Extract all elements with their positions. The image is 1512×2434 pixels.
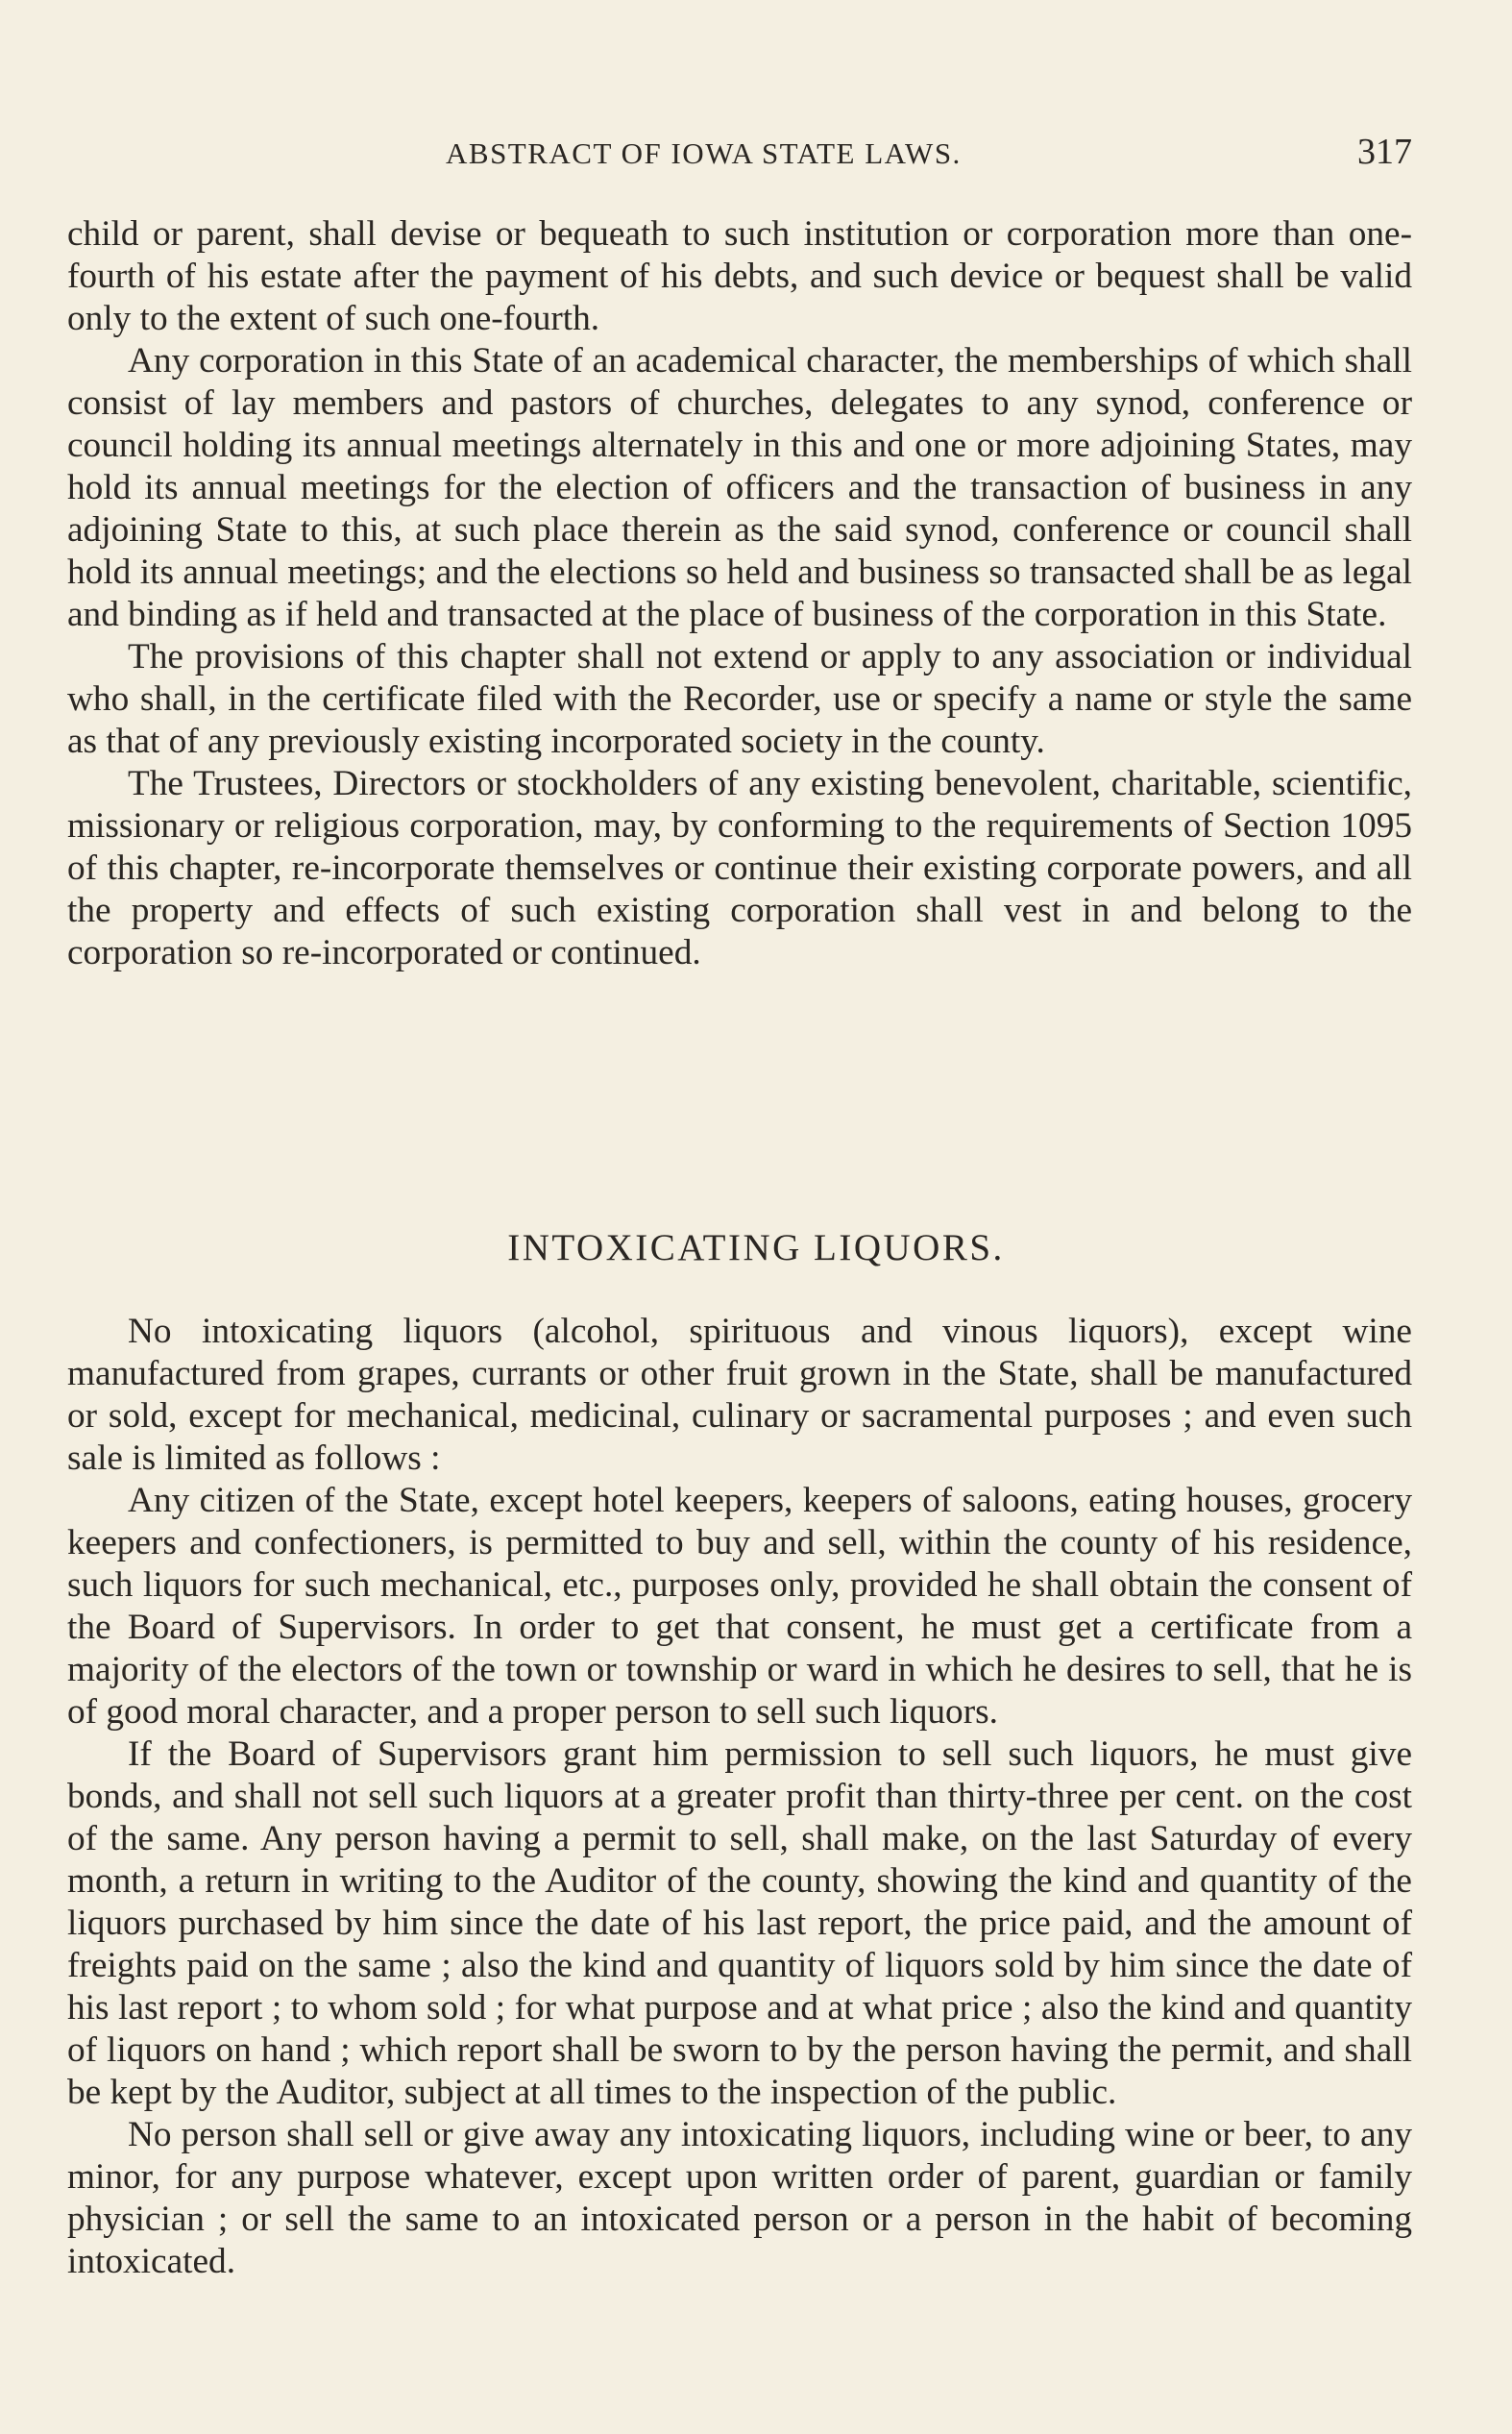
section-heading: INTOXICATING LIQUORS. <box>507 1227 1005 1268</box>
running-title: ABSTRACT OF IOWA STATE LAWS. <box>446 136 962 170</box>
paragraph: If the Board of Supervisors grant him permission to sell such liquors, he must give bonds, and shall not sell such liquors at a greater profit than thirty-three per cent. on the cost of the same. Any person having a permit to sell, shall make, on the last Saturday of every month, a return in writing to the Auditor of the county, showing the kind and quantity of the liquors purchased by him since the date of his last report, the price paid, and the amount of freights paid on the same ; also the kind and quantity of liquors sold by him since the date of his last report ; to whom sold ; for what purpose and at what price ; also the kind and quantity of liquors on hand ; which report shall be sworn to by the person having the permit, and shall be kept by the Auditor, subject at all times to the inspection of the public. <box>67 1734 1412 2112</box>
intoxicating-liquors-text <box>67 1311 1412 2283</box>
paragraph: No intoxicating liquors (alcohol, spirituous and vinous liquors), except wine manufactured from grapes, currants or other fruit grown in the State, shall be manufactured or sold, except for mechanical, medicinal, culinary or sacramental purposes ; and even such sale is limited as follows : <box>67 1312 1412 1478</box>
paragraph: Any citizen of the State, except hotel keepers, keepers of saloons, eating houses, grocery keepers and confectioners, is permitted to buy and sell, within the county of his residence, such liquors for such mechanical, etc., purposes only, provided he shall obtain the consent of the Board of Supervisors. In order to get that consent, he must get a certificate from a majority of the electors of the town or township or ward in which he desires to sell, that he is of good moral character, and a proper person to sell such liquors. <box>67 1481 1412 1732</box>
page-number: 317 <box>1357 132 1412 172</box>
paragraph: Any corporation in this State of an academical character, the memberships of which shall consist of lay members and pastors of churches, delegates to any synod, conference or council holding its annual meetings alternately in this and one or more adjoining States, may hold its annual meetings for the election of officers and the transaction of business in any adjoining State to this, at such place therein as the said synod, conference or council shall hold its annual meetings; and the elections so held and business so transacted shall be as legal and binding as if held and transacted at the place of business of the corporation in this State. <box>67 341 1412 634</box>
paragraph: The provisions of this chapter shall not extend or apply to any association or individual who shall, in the certificate filed with the Recorder, use or specify a name or style the same as that of any previously existing incorporated society in the county. <box>67 637 1412 761</box>
running-head <box>67 131 1412 179</box>
paragraph: The Trustees, Directors or stockholders of any existing benevolent, charitable, scientific, missionary or religious corporation, may, by conforming to the requirements of Section 1095 of this chapter, re-incorporate themselves or continue their existing corporate powers, and all the property and effects of such existing corporation shall vest in and belong to the corporation so re-incorporated or continued. <box>67 764 1412 972</box>
continued-section-text <box>67 213 1412 974</box>
paragraph: child or parent, shall devise or bequeath to such institution or corporation more than one-fourth of his estate after the payment of his debts, and such device or bequest shall be valid only to the extent of such one-fourth. <box>67 214 1412 338</box>
paragraph: No person shall sell or give away any intoxicating liquors, including wine or beer, to any minor, for any purpose whatever, except upon written order of parent, guardian or family physician ; or sell the same to an intoxicated person or a person in the habit of becoming intoxicated. <box>67 2115 1412 2281</box>
